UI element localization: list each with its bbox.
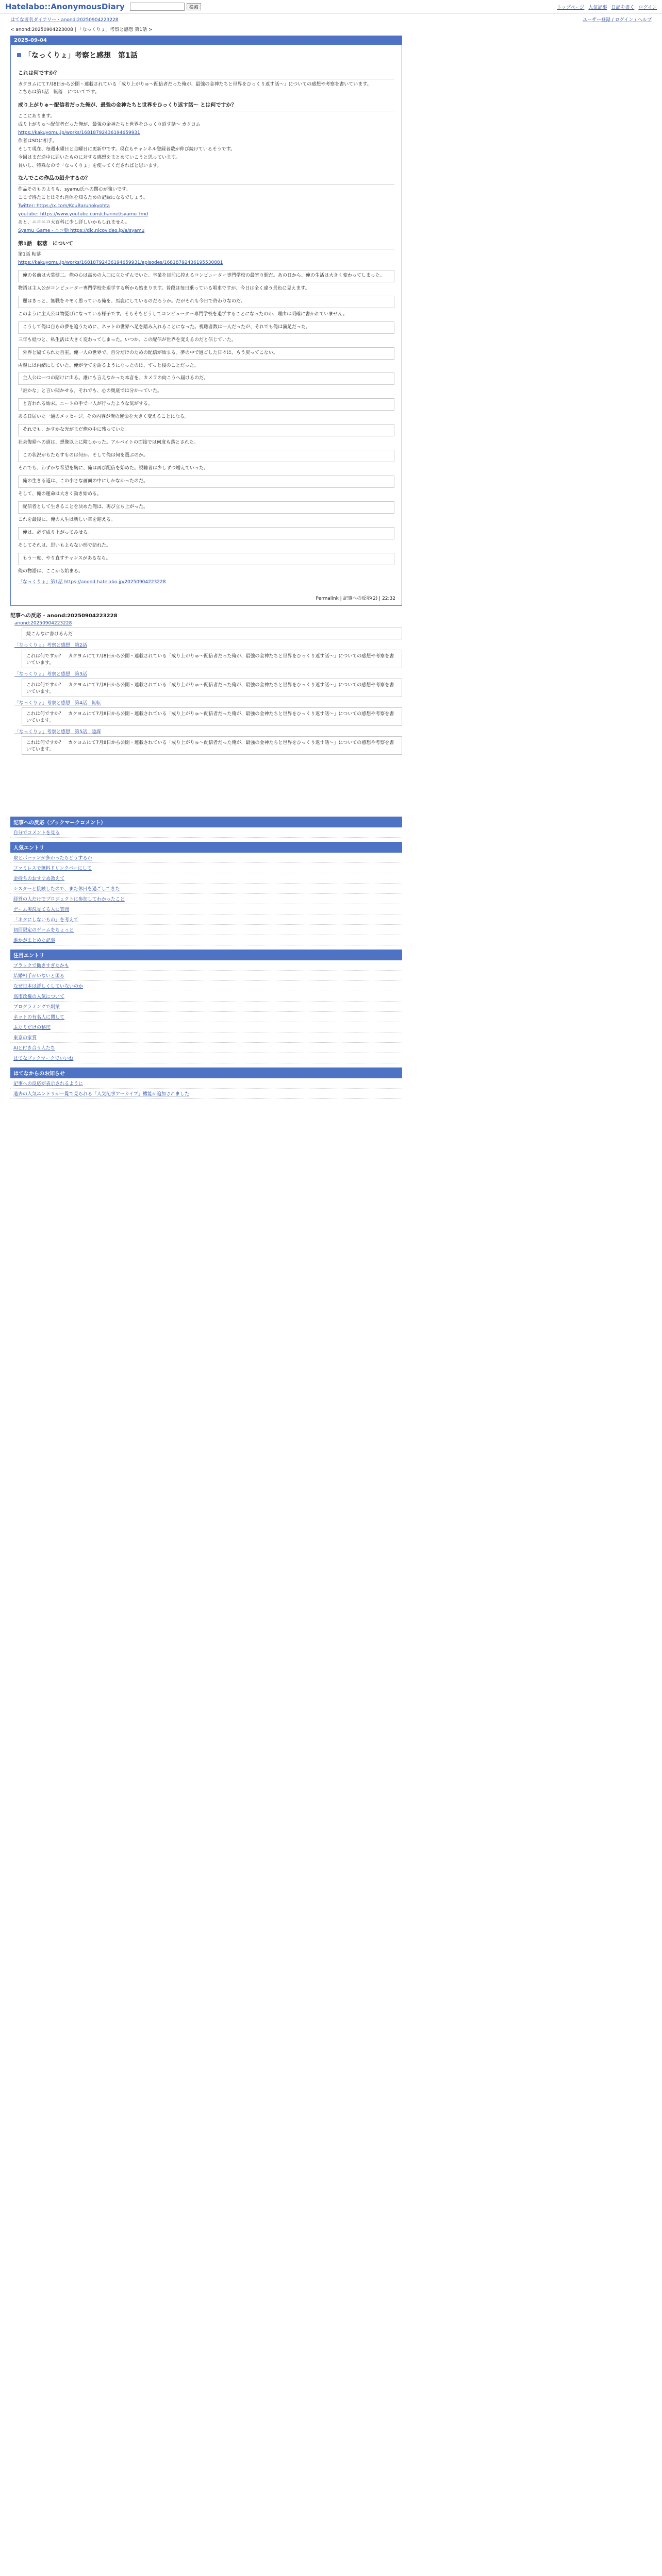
entry-date: 2025-09-04 — [11, 36, 402, 45]
quote-block: 麗はきっと、無職をキモく思っている俺を、馬鹿にしているのだろうか。だがそれも今日で終わりなのだ。 — [18, 296, 394, 308]
sidebar-heading-featured: 注目エントリ — [10, 950, 402, 960]
trackback-excerpt: これは何ですか？ カクヨムにて7月8日から公開・連載されている「成り上がりゅ～配信者だった俺が、最強の金神たちと世界をひっくり返す話～」についての感想や考察を書いています。 — [22, 736, 402, 755]
quote-block: 配信者として生きることを決めた俺は、再び立ち上がった。 — [18, 501, 394, 514]
site-logo[interactable]: Hatelabo::AnonymousDiary — [5, 2, 125, 11]
sidebar-link[interactable]: 高市政権の人気について — [13, 994, 64, 1000]
paragraph: 作品そのものよりも、syamu氏への関心が強いです。 — [18, 187, 131, 192]
paragraph: そしてそれは、思いもよらない形で訪れた。 — [18, 543, 111, 548]
paragraph: ここで得たことはそれ自体を知るための記録になるでしょう。 — [18, 195, 148, 200]
sidebar-link[interactable]: プログラミングで副業 — [13, 1005, 60, 1010]
sidebar-item — [10, 827, 402, 838]
sidebar-link[interactable]: 東京の家賃 — [13, 1036, 37, 1041]
sidebar-link[interactable]: 経営の人だけでプロジェクトに参加してわかったこと — [13, 897, 125, 903]
sidebar-item — [10, 935, 402, 945]
paragraph: 物語は主人公がコンピューター専門学校を退学する所から始まります。普段は毎日乗っている電車ですが、今日は全く違う景色に見えます。 — [18, 285, 310, 291]
sidebar-link[interactable]: 金持ちのおすすめ教えて — [13, 876, 65, 882]
quote-block: 外界と隔てられた自室。俺一人の世界で、自分だけのための配信が始まる。夢の中で過ごした日々は、もう戻ってこない。 — [18, 347, 394, 360]
sidebar-link[interactable]: 記事への反応が表示されるように — [13, 1081, 84, 1087]
search-input[interactable] — [130, 3, 185, 11]
sidebar-link[interactable]: ネットの有名人に関して — [13, 1015, 65, 1021]
sidebar-item — [10, 1053, 402, 1063]
sidebar-item — [10, 1089, 402, 1099]
sidebar-link[interactable]: AIと付き合う人たち — [13, 1046, 55, 1052]
entry-footer[interactable]: Permalink | 記事への反応(2) | 22:32 — [316, 596, 395, 602]
sub-bar — [0, 14, 662, 24]
sidebar-item — [10, 991, 402, 1002]
paragraph: 今回はまだ途中に届いたものに対する感想をまとめていこうと思っています。 — [18, 155, 180, 160]
section-heading: これは何ですか？ — [18, 70, 394, 79]
paragraph: それでも、わずかな希望を胸に、俺は再び配信を始めた。視聴者は少しずつ増えていった。 — [18, 466, 209, 471]
sidebar-link[interactable]: 結婚相手がいないと困る — [13, 974, 65, 979]
sidebar-heading-bookmarks: 記事への反応（ブックマークコメント） — [10, 817, 402, 827]
sidebar-link[interactable]: ブラックで働きすぎたかも — [13, 963, 69, 969]
section-heading: 第1話 転落 について — [18, 240, 394, 250]
section-heading: なんでこの作品の紹介するの？ — [18, 175, 394, 184]
trackback-link[interactable]: 「なっくりょ」考察と感想 第3話 — [14, 672, 87, 677]
paragraph: そして、俺の運命は大きく動き始める。 — [18, 491, 102, 497]
trackback-item — [14, 641, 402, 668]
trackback-title: 記事への反応 - anond:20250904223228 — [10, 613, 118, 619]
site-subtitle-link[interactable]: はてな匿名ダイアリー・anond:20250904223228 — [10, 18, 119, 23]
top-bar — [0, 0, 662, 14]
paragraph: 三年も経つと、私生活は大きく変わってしまった。いつか、この配信が世界を変えるのだと信じていた。 — [18, 337, 236, 343]
top-link-write[interactable]: 日記を書く — [611, 5, 635, 10]
sidebar-link[interactable]: ゲーム実況見てる人に質問 — [13, 907, 70, 913]
sidebar-item — [10, 873, 402, 884]
paragraph: 両親には内緒にしていた。俺が全てを語るようになったのは、ずっと後のことだった。 — [18, 363, 199, 368]
sidebar-link[interactable]: ふたりだけの秘密 — [13, 1025, 51, 1031]
sidebar-item — [10, 960, 402, 971]
kakuyomu-link[interactable]: https://kakuyomu.jp/works/16818792436194659931 — [18, 130, 140, 135]
trackback-link[interactable]: 「なっくりょ」考察と感想 第4話 転転 — [14, 701, 101, 706]
paragraph: 俺の物語は、ここから始まる。 — [18, 568, 84, 574]
trackback-link[interactable]: 「なっくりょ」考察と感想 第5話 陰謀 — [14, 730, 101, 735]
sidebar-link[interactable]: ファミレスで無料ドリンクバーにして — [13, 866, 92, 872]
sidebar-item — [10, 894, 402, 904]
paragraph: このように主人公は物憂げになっている様子です。そもそもどうしてコンピューター専門学校を退学することになったのか、理由は明確に書かれていません。 — [18, 311, 347, 317]
nicovideo-link[interactable]: Syamu_Game - ニコ動 https://dic.nicovideo.jp/a/syamu — [18, 228, 145, 233]
trackback-link[interactable]: 「なっくりょ」考察と感想 第2話 — [14, 643, 87, 649]
sidebar-item — [10, 853, 402, 863]
quote-block: もう一度、やり直すチャンスがあるなら。 — [18, 553, 394, 565]
quote-block: 俺は、必ず成り上がってみせる。 — [18, 527, 394, 539]
square-bullet-icon — [17, 53, 21, 57]
sidebar — [10, 817, 402, 1099]
sidebar-link[interactable]: 過去の人気エントリが一覧で見られる「人気記事アーカイブ」機能が追加されました — [13, 1092, 190, 1097]
paragraph: ある日届いた一通のメッセージ。その内容が俺の運命を大きく変えることになる。 — [18, 414, 189, 420]
sidebar-item — [10, 971, 402, 981]
paragraph: ここにあります。 — [18, 113, 55, 119]
trackback-item — [14, 621, 402, 639]
entry-title-text: 「なっくりょ」考察と感想 第1話 — [24, 52, 138, 60]
sidebar-item — [10, 904, 402, 914]
top-link-popular[interactable]: 人気記事 — [588, 5, 607, 10]
top-links — [557, 4, 657, 10]
account-links[interactable]: ユーザー登録 / ログイン / ヘルプ — [582, 18, 652, 23]
top-link-top[interactable]: トップページ — [557, 5, 585, 10]
sidebar-link[interactable]: 初回限定のゲームをちょっと — [13, 928, 74, 934]
section-heading: 成り上がりゅ～配信者だった俺が、最強の金神たちと世界をひっくり返す話～ とは何ですか？ — [18, 101, 394, 111]
paragraph: 作者はSDに相手。 — [18, 138, 57, 144]
entry-body — [11, 62, 402, 592]
sidebar-item — [10, 981, 402, 991]
quote-block: それでも、かすかな光がまだ俺の中に残っていた。 — [18, 424, 394, 436]
top-link-login[interactable]: ログイン — [638, 5, 657, 10]
quote-block: 俺の生きる道は、この小さな画面の中にしかなかったのだ。 — [18, 476, 394, 488]
trackback-excerpt: これは何ですか？ カクヨムにて7月8日から公開・連載されている「成り上がりゅ～配信者だった俺が、最強の金神たちと世界をひっくり返す話～」についての感想や考察を書いています。 — [22, 707, 402, 726]
breadcrumb[interactable]: < anond:20250904223008 | 「なっくりょ」考察と感想 第1話 > — [10, 27, 153, 32]
quote-block: この状況がもたらすものは何か。そして俺は何を選ぶのか。 — [18, 450, 394, 462]
sidebar-link[interactable]: なぜ日本は詳しくしていないのか — [13, 984, 84, 990]
paragraph: 第1話 転落 — [18, 252, 41, 258]
paragraph: 社会復帰への道は、想像以上に険しかった。アルバイトの面接では何度も落とされた。 — [18, 440, 199, 446]
sidebar-link[interactable]: 誰かがまとめた記事 — [13, 938, 56, 944]
closing-link[interactable]: 「なっくりょ」第1話 https://anond.hatelabo.jp/20250904223228 — [18, 580, 166, 585]
entry-title[interactable] — [11, 45, 402, 62]
trackback-link[interactable]: anond:20250904223228 — [14, 621, 72, 626]
sidebar-heading-news: はてなからのお知らせ — [10, 1067, 402, 1078]
entry — [10, 36, 402, 606]
paragraph: そして現在、毎週水曜日と金曜日に更新中です。現在もチャンネル登録者数が伸び続けているそうです。 — [18, 146, 236, 152]
sidebar-item — [10, 1012, 402, 1022]
trackback-excerpt: これは何ですか？ カクヨムにて7月8日から公開・連載されている「成り上がりゅ～配信者だった俺が、最強の金神たちと世界をひっくり返す話～」についての感想や考察を書いています。 — [22, 650, 402, 668]
sidebar-link[interactable]: 取とポーテンが多かったらどうするか — [13, 856, 92, 861]
quote-block: こうして俺は自らの夢を追うために、ネットの世界へ足を踏み入れることになった。視聴者数は一人だったが、それでも俺は満足だった。 — [18, 321, 394, 334]
youtube-link[interactable]: youtube: https://www.youtube.com/channel/syamu_fmd — [18, 211, 148, 217]
paragraph: カクヨムにて7月8日から公開・連載されている「成り上がりゅ～配信者だった俺が、最強の金神たちと世界をひっくり返す話～」についての感想や考察を書いています。 — [18, 81, 372, 87]
sidebar-link[interactable]: 「ネタにしないもの」を考えて — [13, 918, 79, 923]
paragraph: 「誰かな」と言い聞かせる。それでも、心の奥底では分かっていた。 — [18, 388, 162, 394]
quote-block: と言われる始末。ニートの手で一人が行ったような気がする。 — [18, 398, 394, 411]
sidebar-item — [10, 1078, 402, 1089]
sidebar-heading-popular: 人気エントリ — [10, 842, 402, 853]
paragraph: これを最後に、俺の人生は新しい章を迎える。 — [18, 517, 116, 522]
sidebar-item — [10, 863, 402, 873]
trackback-item — [14, 699, 402, 726]
sidebar-link[interactable]: はてなブックマークでいいね — [13, 1056, 74, 1062]
sidebar-link[interactable]: シスターと接触したので、また休日を過ごしてきた — [13, 887, 120, 892]
episode-link[interactable]: https://kakuyomu.jp/works/16818792436194659931/episodes/16818792436195530881 — [18, 260, 223, 265]
paragraph: 長いし、特殊なので「なっくりょ」を使ってくださればと思います。 — [18, 163, 162, 168]
trackback-excerpt: 続こんなに書けるんだ — [22, 628, 402, 639]
quote-block: 主人公は一つの賭けに出る。誰にも言えなかった本音を、カメラの向こうへ届けるのだ。 — [18, 372, 394, 385]
sidebar-item — [10, 1002, 402, 1012]
twitter-link[interactable]: Twitter: https://x.com/KouBarunokyohta — [18, 203, 110, 209]
quote-block: 俺の名前は大葉健二。俺の心は高めの入口に立たずんでいた。卒業を目前に控えるコンピューター専門学校の最寄り駅だ。あの日から、俺の生活は大きく変わってしまった。 — [18, 270, 394, 282]
sidebar-item — [10, 925, 402, 935]
sidebar-item — [10, 1043, 402, 1053]
sidebar-item — [10, 1022, 402, 1032]
sidebar-item — [10, 1032, 402, 1043]
trackback-item — [14, 670, 402, 697]
sidebar-item — [10, 914, 402, 925]
trackback-excerpt: これは何ですか？ カクヨムにて7月8日から公開・連載されている「成り上がりゅ～配信者だった俺が、最強の金神たちと世界をひっくり返す話～」についての感想や考察を書いています。 — [22, 679, 402, 697]
paragraph: こちらは第1話 転落 についてです。 — [18, 90, 100, 95]
sidebar-link[interactable]: 自分でコメントを見る — [13, 831, 60, 836]
paragraph: あと、ニコニコ大百科に少し詳しいかもしれません。 — [18, 219, 130, 225]
trackback-item — [14, 728, 402, 755]
sidebar-item — [10, 884, 402, 894]
search-button[interactable]: 検索 — [187, 3, 201, 10]
paragraph: 成り上がりゅ～配信者だった俺が、最強の金神たちと世界をひっくり返す話～ カクヨム — [18, 122, 201, 127]
